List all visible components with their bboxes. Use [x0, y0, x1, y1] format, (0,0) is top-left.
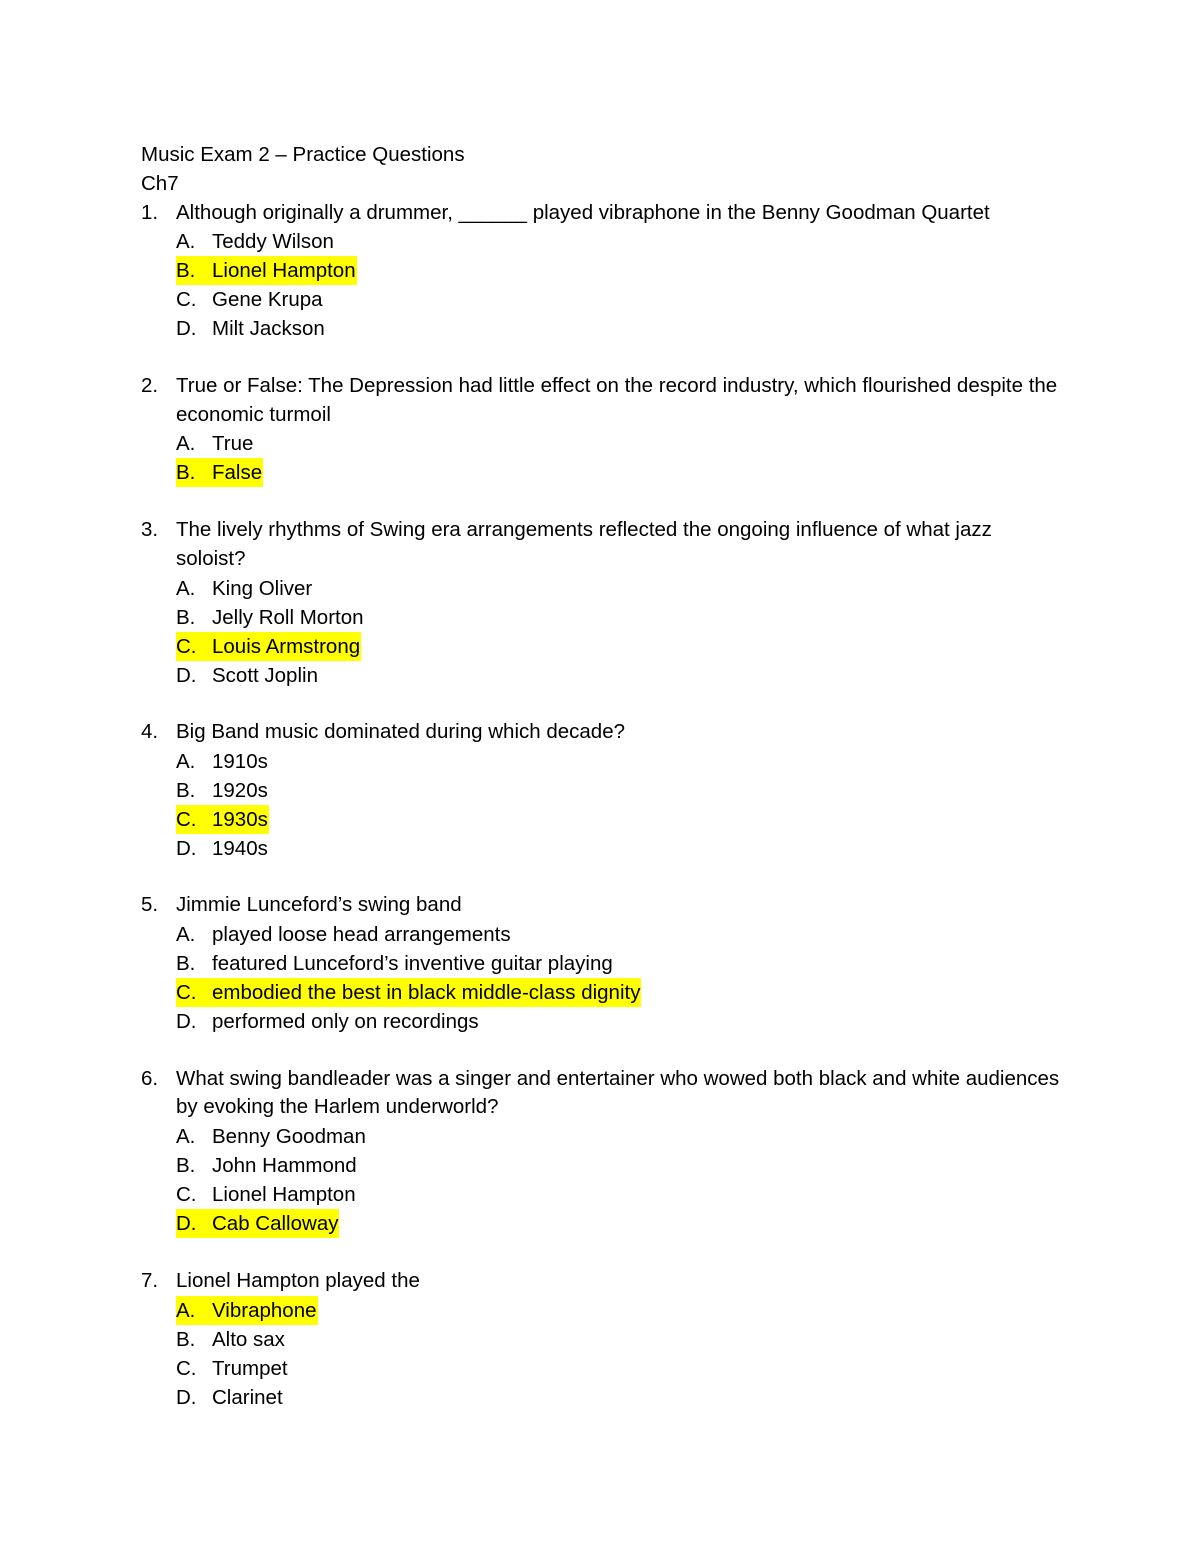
question-spacer	[141, 1036, 1061, 1065]
option-text: False	[212, 461, 263, 485]
question-block	[141, 199, 1061, 344]
option-text: Cab Calloway	[212, 1212, 339, 1236]
option-letter: C.	[176, 807, 197, 831]
option-letter: B.	[176, 1154, 196, 1178]
answer-option	[176, 1007, 1061, 1036]
answer-option-body	[176, 747, 269, 776]
answer-option-body	[176, 1180, 357, 1209]
answer-option-body	[176, 227, 335, 256]
option-text: Jelly Roll Morton	[212, 605, 364, 629]
answer-option	[176, 285, 1061, 314]
answer-option	[176, 1180, 1061, 1209]
answer-options	[141, 429, 1061, 487]
option-text: 1940s	[212, 836, 268, 860]
option-text: Teddy Wilson	[212, 230, 334, 254]
option-text: 1910s	[212, 749, 268, 773]
option-text: Vibraphone	[212, 1298, 317, 1322]
option-letter: D.	[176, 1385, 197, 1409]
option-letter: A.	[176, 230, 196, 254]
answer-option-body	[176, 834, 269, 863]
question-stem	[141, 891, 1061, 920]
answer-option-body	[176, 1383, 284, 1412]
option-text: Milt Jackson	[212, 317, 325, 341]
answer-option-body	[176, 1122, 367, 1151]
answer-options	[141, 920, 1061, 1036]
option-letter: D.	[176, 663, 197, 687]
question-stem	[141, 372, 1061, 430]
option-letter: B.	[176, 1327, 196, 1351]
answer-option	[176, 314, 1061, 343]
question-block	[141, 891, 1061, 1036]
option-letter: C.	[176, 981, 197, 1005]
question-text: Jimmie Lunceford’s swing band	[176, 893, 462, 917]
question-number: 4.	[141, 720, 159, 744]
option-text: Benny Goodman	[212, 1125, 366, 1149]
answer-option-body	[176, 776, 269, 805]
option-text: Clarinet	[212, 1385, 283, 1409]
option-text: played loose head arrangements	[212, 923, 511, 947]
option-text: featured Lunceford’s inventive guitar playing	[212, 952, 613, 976]
answer-option-body	[176, 429, 254, 458]
option-letter: C.	[176, 634, 197, 658]
answer-options	[141, 1296, 1061, 1412]
option-letter: D.	[176, 1212, 197, 1236]
option-text: Lionel Hampton	[212, 259, 356, 283]
answer-option-body	[176, 661, 319, 690]
answer-options	[141, 747, 1061, 863]
answer-option	[176, 661, 1061, 690]
question-number: 2.	[141, 373, 159, 397]
option-letter: B.	[176, 605, 196, 629]
option-letter: B.	[176, 952, 196, 976]
question-number: 5.	[141, 893, 159, 917]
option-text: embodied the best in black middle-class dignity	[212, 981, 641, 1005]
answer-option-body	[176, 285, 324, 314]
question-text: Lionel Hampton played the	[176, 1268, 420, 1292]
answer-option-body	[176, 1325, 286, 1354]
option-text: 1930s	[212, 807, 268, 831]
option-text: John Hammond	[212, 1154, 357, 1178]
answer-option	[176, 1325, 1061, 1354]
document-title: Music Exam 2 – Practice Questions	[141, 143, 465, 166]
correct-answer-highlight	[176, 1209, 339, 1238]
correct-answer-highlight	[176, 978, 641, 1007]
answer-option	[176, 458, 1061, 487]
option-letter: A.	[176, 923, 196, 947]
answer-options	[141, 1122, 1061, 1238]
option-letter: A.	[176, 749, 196, 773]
option-letter: D.	[176, 1010, 197, 1034]
correct-answer-highlight	[176, 1296, 318, 1325]
answer-option	[176, 1151, 1061, 1180]
question-block	[141, 1267, 1061, 1412]
option-text: King Oliver	[212, 576, 313, 600]
option-letter: A.	[176, 1125, 196, 1149]
question-spacer	[141, 487, 1061, 516]
answer-option	[176, 1209, 1061, 1238]
answer-option	[176, 978, 1061, 1007]
answer-option	[176, 747, 1061, 776]
question-block	[141, 1065, 1061, 1239]
answer-option	[176, 1383, 1061, 1412]
answer-option-body	[176, 1354, 289, 1383]
question-number: 3.	[141, 517, 159, 541]
option-letter: C.	[176, 288, 197, 312]
answer-option	[176, 920, 1061, 949]
answer-option-body	[176, 574, 313, 603]
question-text: What swing bandleader was a singer and entertainer who wowed both black and white audiences by evoking the Harlem underworld?	[176, 1066, 1060, 1119]
answer-option	[176, 805, 1061, 834]
option-text: Louis Armstrong	[212, 634, 361, 658]
answer-option	[176, 603, 1061, 632]
answer-option	[176, 227, 1061, 256]
answer-options	[141, 227, 1061, 343]
answer-option	[176, 256, 1061, 285]
question-block	[141, 516, 1061, 690]
option-text: Lionel Hampton	[212, 1183, 356, 1207]
question-text: True or False: The Depression had little effect on the record industry, which flourished despite the economic turmoil	[176, 373, 1058, 426]
answer-option	[176, 429, 1061, 458]
option-text: performed only on recordings	[212, 1010, 479, 1034]
answer-option-body	[176, 1151, 358, 1180]
document-page	[141, 141, 1061, 1412]
answer-option-body	[176, 949, 614, 978]
answer-option	[176, 632, 1061, 661]
option-letter: B.	[176, 259, 196, 283]
question-stem	[141, 516, 1061, 574]
correct-answer-highlight	[176, 632, 361, 661]
chapter-heading: Ch7	[141, 171, 179, 195]
answer-option	[176, 834, 1061, 863]
answer-option	[176, 1296, 1061, 1325]
correct-answer-highlight	[176, 805, 269, 834]
answer-option	[176, 1122, 1061, 1151]
question-stem	[141, 1065, 1061, 1123]
question-block	[141, 372, 1061, 488]
option-text: Alto sax	[212, 1327, 285, 1351]
question-text: Big Band music dominated during which decade?	[176, 720, 625, 744]
answer-option	[176, 949, 1061, 978]
option-text: True	[212, 432, 254, 456]
question-spacer	[141, 690, 1061, 719]
answer-option-body	[176, 920, 512, 949]
option-letter: A.	[176, 432, 196, 456]
correct-answer-highlight	[176, 458, 263, 487]
option-letter: A.	[176, 576, 196, 600]
option-letter: C.	[176, 1356, 197, 1380]
question-spacer	[141, 863, 1061, 892]
option-letter: B.	[176, 461, 196, 485]
answer-option-body	[176, 1007, 480, 1036]
question-text: The lively rhythms of Swing era arrangements reflected the ongoing influence of what jazz soloist?	[176, 517, 992, 570]
question-stem	[141, 199, 1061, 228]
answer-option-body	[176, 314, 326, 343]
question-text: Although originally a drummer, ______ played vibraphone in the Benny Goodman Quartet	[176, 200, 990, 224]
option-text: Gene Krupa	[212, 288, 323, 312]
question-block	[141, 718, 1061, 863]
question-spacer	[141, 343, 1061, 372]
option-letter: C.	[176, 1183, 197, 1207]
question-number: 7.	[141, 1268, 159, 1292]
option-text: 1920s	[212, 778, 268, 802]
correct-answer-highlight	[176, 256, 357, 285]
option-letter: B.	[176, 778, 196, 802]
answer-option	[176, 1354, 1061, 1383]
option-letter: A.	[176, 1298, 196, 1322]
option-text: Trumpet	[212, 1356, 288, 1380]
question-number: 1.	[141, 200, 159, 224]
answer-option-body	[176, 603, 365, 632]
option-letter: D.	[176, 317, 197, 341]
answer-options	[141, 574, 1061, 690]
question-number: 6.	[141, 1066, 159, 1090]
question-stem	[141, 1267, 1061, 1296]
question-spacer	[141, 1238, 1061, 1267]
answer-option	[176, 574, 1061, 603]
answer-option	[176, 776, 1061, 805]
option-text: Scott Joplin	[212, 663, 318, 687]
question-stem	[141, 718, 1061, 747]
question-list	[141, 199, 1061, 1412]
option-letter: D.	[176, 836, 197, 860]
